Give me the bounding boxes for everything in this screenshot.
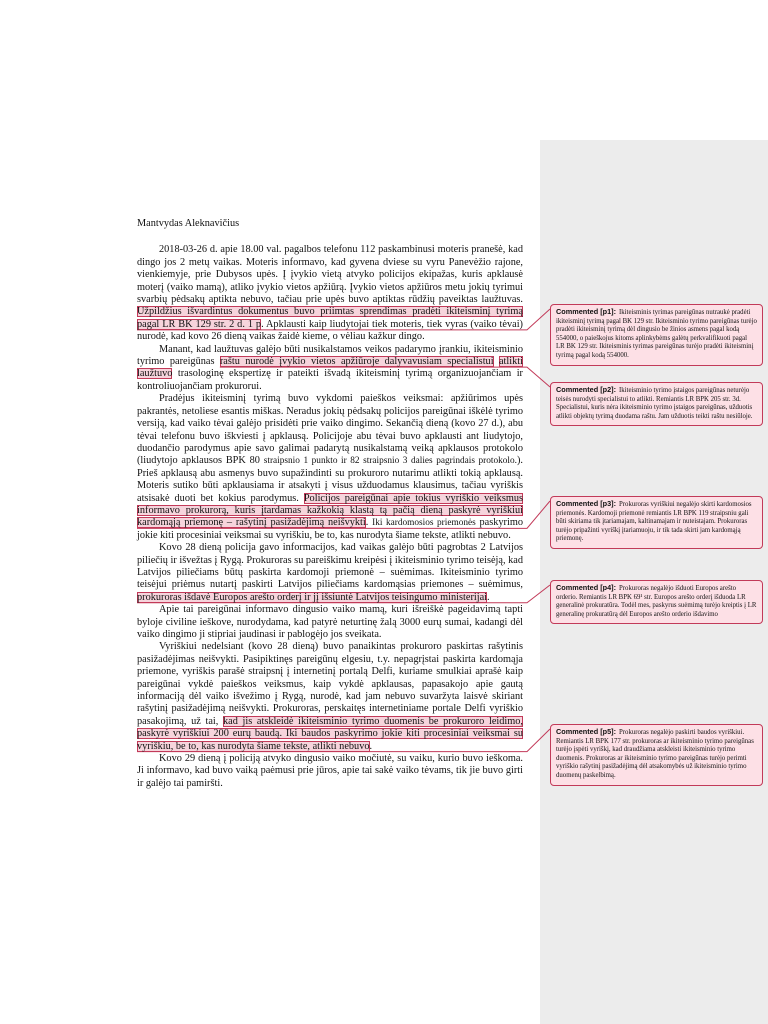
text-run: Kovo 28 dieną policija gavo informacijos, kad vaikas galėjo būti pagrobtas 2 Latvijos piliečių ir išvežtas į Rygą. Prokuroras su pareiškimu kreipėsi į ikiteisminio tyrimo teisėją, kad Latvijos piliečiams būtų paskirta kardomoji priemonė – suėmimas. Ikiteisminio tyrimo teisėjui priėmus nutartį paskirti Latvijos piliečiams kardomąsias priemones – suėmimus,: [137, 542, 523, 591]
comment-p5[interactable]: [550, 724, 763, 786]
text-run: .: [487, 591, 490, 603]
comment-title: Commented [p5]:: [556, 727, 616, 736]
comment-title: Commented [p2]:: [556, 385, 616, 394]
text-run: Apie tai pareigūnai informavo dingusio vaiko mamą, kuri išreiškė pageidavimą tapti byloje civiline ieškove, nurodydama, kad patyrė neturtinę žalą 3000 eurų sumai, kadangi dėl vaiko dingimo ji stipriai jaudinasi ir pablogėjo jos sveikata.: [137, 604, 523, 640]
text-run: straipsnio 1 punkto ir 82 straipsnio 3 dalies pagrindais protokolo.: [263, 456, 517, 467]
comment-text: Prokuroras negalėjo paskirti baudos vyriškiui. Remiantis LR BPK 177 str. prokuroras ar ikiteisminio tyrimo pareigūnas turėjo įspėti vyriškį, kad draudžiama atskleisti ikiteisminio tyrimo duomenis. Prokuroras ar ikiteisminio tyrimo pareigūnas turėjo perimti vyriškio rašytinį pasižadėjimą dėl atsakomybės už ikiteisminio tyrimo duomenų paskelbimą.: [556, 729, 754, 779]
comment-anchor-p4[interactable]: prokuroras išdavė Europos arešto orderį ir jį išsiuntė Latvijos teisingumo ministerijai: [137, 591, 488, 603]
comment-p4[interactable]: [550, 580, 763, 624]
text-run: trasologinę ekspertizę ir pateikti išvadą ikiteisminį tyrimą organizuojančiam ir kontroliuojančiam prokurorui.: [137, 368, 523, 392]
comment-anchor-p2[interactable]: raštu nurodė įvykio vietos apžiūroje dalyvavusiam specialistui: [219, 356, 494, 368]
comment-title: Commented [p4]:: [556, 583, 616, 592]
text-run: Iki kardomosios priemonės: [372, 518, 476, 529]
comment-anchor-p2-b[interactable]: atlikti laužtuvo: [137, 356, 524, 380]
comment-p3[interactable]: [550, 496, 763, 549]
text-run: ). Prieš apklausą abu asmenys buvo supažindinti su prokuroro nutarimu atlikti tokią apklausą. Moteris sutiko būti apklausiama ir atsakyti į visus užduodamus klausimus, tačiau vyriškis atsisakė duoti bet kokius parodymus.: [137, 455, 523, 504]
author-name: Mantvydas Aleknavičius: [137, 218, 240, 229]
paragraph-1: [137, 244, 523, 343]
text-run: 2018-03-26 d. apie 18.00 val. pagalbos telefonu 112 paskambinusi moteris pranešė, kad dingo jos 2 metų vaikas. Moteris informavo, kad gyvena dviese su vyru Panevėžio rajone, vienkiemyje, prie Dubysos upės. Į įvykio vietą atvyko policijos ekipažas, kuris apklausė moterį (vaiko mamą), atliko įvykio vietos apžiūrą. Įvykio vietos apžiūros metu jokių tyrimui svarbių pėdsakų aptikta nebuvo, tačiau prie upės buvo aptiktas rūdžių paveiktas laužtuvas.: [137, 244, 523, 306]
comment-text: Prokuroras negalėjo išduoti Europos arešto orderio. Remiantis LR BPK 69¹ str. Europos arešto orderį išduoda LR generalinė prokuratūra. Todėl mes, paskyrus suėmimą turėjo kreiptis į LR generalinę prokuratūrą dėl Europos arešto orderio išdavimo: [556, 585, 757, 618]
comment-anchor-p3[interactable]: Policijos pareigūnai apie tokius vyriškio veiksmus informavo prokurorą, kuris įtardamas kažkokią klastą tą pačią dieną paskyrė vyriškiui kardomąją priemonę – rašytinį pasižadėjimą neišvykti: [137, 492, 523, 529]
text-run: paskyrimo jokie kiti procesiniai veiksmai su vyriškiu, be to, kas nurodyta šiame tekste, atlikti nebuvo.: [137, 517, 523, 541]
comment-text: Ikiteisminis tyrimas pareigūnas nutraukė pradėti ikiteisminį tyrimą pagal BK 129 str. Ikiteisminio tyrimo pareigūnas turėjo pradėti ikiteisminį tyrimą dėl dingusio be žinios asmens pagal kodą 554000, o paieškojus kitoms aplinkybėms galėtų perkvalifikuoti pagal LR BK 129 str. Ikiteisminis tyrimas pareigūnas turėjo pradėti ikiteisminį tyrimą pagal kodą 554000.: [556, 309, 757, 359]
text-run: . Apklausti kaip liudytojai tiek moteris, tiek vyras (vaiko tėvai) nurodė, kad kovo 26 dieną vaikas žaidė kieme, o vėliau kažkur dingo.: [137, 318, 523, 343]
paragraph-7: [137, 753, 523, 790]
text-run: Vyriškiui nedelsiant (kovo 28 dieną) buvo panaikintas prokuroro paskirtas rašytinis pasižadėjimas neišvykti. Pasipiktinęs pareigūnų elgesiu, t.y. nepagrįstai paskirta kardomąja priemone, vyriškis parašė straipsnį į internetinį portalą Delfi, kuriame smulkiai aprašė kaip pareigūnai vykdė paieškos veiksmus, kaip vykdė apklausas, papasakojo apie gautą informaciją dėl vaiko išvežimo į Rygą, nurodė, kad jam nebuvo suvaržyta laisvė skiriant rašytinį pasižadėjimą neišvykti. Prokuroras, perskaitęs internetiniame portale Delfi vyriškio pasakojimą, už tai,: [137, 641, 523, 727]
paragraph-5: [137, 604, 523, 641]
paragraph-6: [137, 641, 523, 753]
comment-p2[interactable]: [550, 382, 763, 426]
comment-text: Prokuroras vyriškiui negalėjo skirti kardomosios priemonės. Kardomoji priemonė remiantis LR BPK 119 straipsniu gali būti skiriama tik įtariamajam, kaltinamajam ir nuteistajam. Prokuroras turėjo pripažinti vyriškį įtariamuoju, ir tik tada skirti jam kardomąją priemonę.: [556, 501, 752, 543]
comment-text: Ikiteisminio tyrimo įstaigos pareigūnas neturėjo teisės nurodyti specialistui to atlikti. Remiantis LR BPK 205 str. 3d. Specialistui, kuris nėra ikiteisminio tyrimo įstaigos pareigūnas, užduotis atlikti objektų tyrimą duodama raštu. Jam užduotis teikti raštu nesiūloje.: [556, 387, 753, 420]
comment-title: Commented [p1]:: [556, 307, 616, 316]
paragraph-2: [137, 344, 523, 394]
text-run: .: [365, 517, 373, 529]
text-run: Manant, kad laužtuvas galėjo būti nusikalstamos veikos padarymo įrankiu, ikiteisminio tyrimo pareigūnas: [137, 343, 523, 368]
comment-p1[interactable]: [550, 304, 763, 366]
text-run: .: [369, 740, 373, 752]
comment-title: Commented [p3]:: [556, 499, 616, 508]
paragraph-4: [137, 542, 523, 604]
text-run: Pradėjus ikiteisminį tyrimą buvo vykdomi paieškos veiksmai: apžiūrimos upės pakrantės, netoliese esantis miškas. Neradus jokių pėdsakų policijos pareigūnai iškėlė tyrimo versiją, kad vaiko tėvai galėjo prisidėti prie vaiko dingimo. Sekančią dieną (kovo 27 d.), abu tėvai telefonu buvo iškviesti į apklausą. Policijoje abu tėvai buvo apklausti ant liudytojo, duodančio parodymus apie savo galimai padarytą nusikalstamą veiką apklausos protokolo (liudytojo apklausos BPK 80: [137, 393, 523, 467]
comment-anchor-p5[interactable]: kad jis atskleidė ikiteisminio tyrimo duomenis be prokuroro leidimo, paskyrė vyriškiui 200 eurų baudą. Iki baudos paskyrimo jokie kiti procesiniai veiksmai su vyriškiu, be to, kas nurodyta šiame tekste, atlikti nebuvo: [137, 715, 523, 752]
document-body: [137, 218, 523, 790]
paragraph-3: [137, 393, 523, 542]
comment-anchor-p1[interactable]: Užpildžius išvardintus dokumentus buvo priimtas sprendimas pradėti ikiteisminį tyrimą pagal LR BK 129 str. 2 d. 1 p: [137, 306, 523, 330]
text-run: Kovo 29 dieną į policiją atvyko dingusio vaiko močiutė, su vaiku, kurio buvo ieškoma. Ji informavo, kad buvo vaiką paėmusi prie jūros, apie tai sakė vaiko tėvams, tik jie buvo girti ir galėjo tai pamiršti.: [137, 753, 523, 789]
